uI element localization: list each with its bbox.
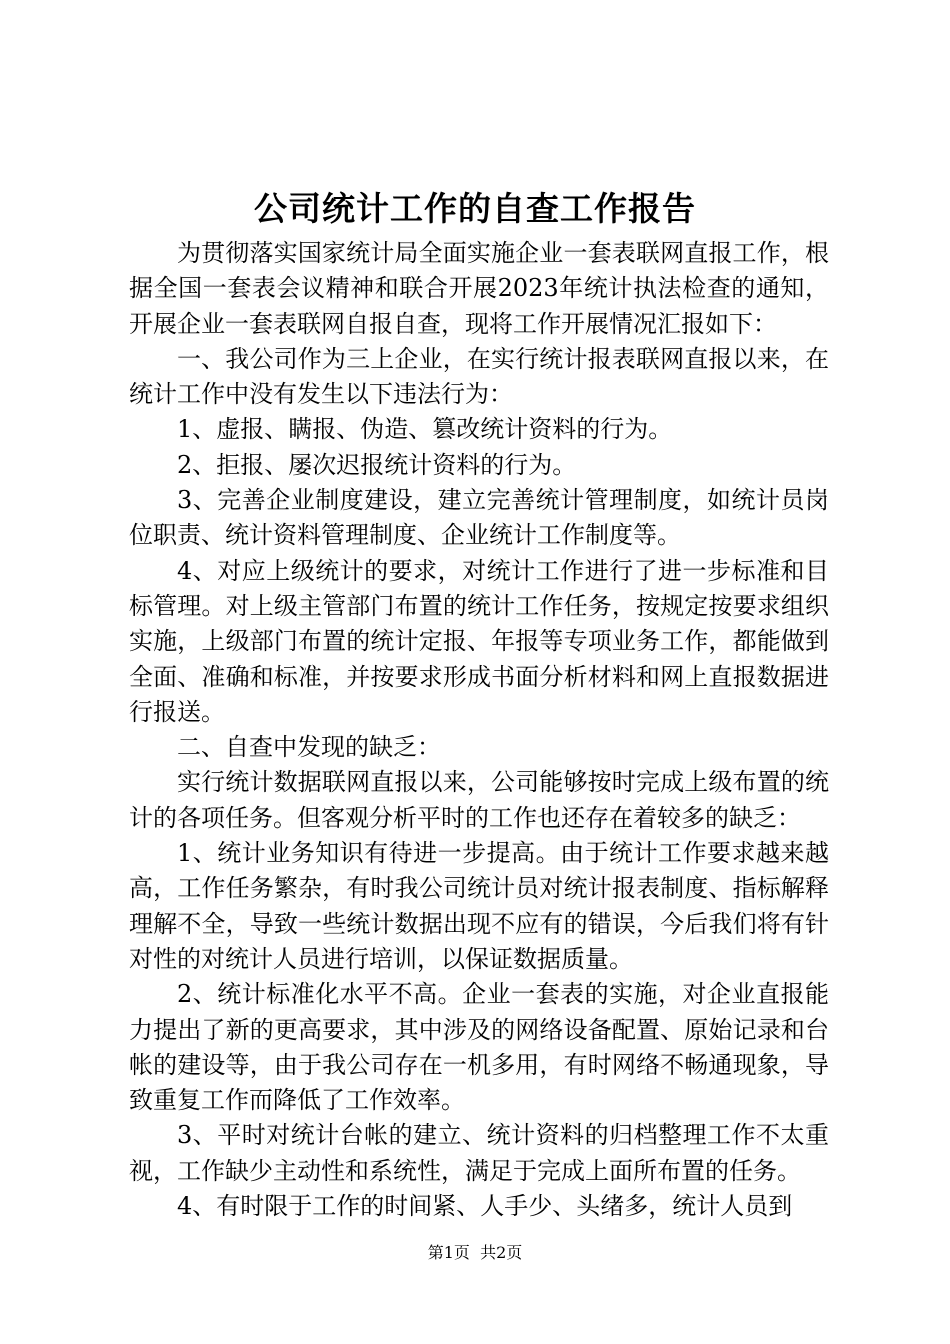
paragraph-section-two-intro: 实行统计数据联网直报以来，公司能够按时完成上级布置的统计的各项任务。但客观分析平时的工作也还存在着较多的缺乏： [129,768,829,832]
paragraph-item-2: 2、拒报、屡次迟报统计资料的行为。 [177,450,577,479]
paragraph-shortfall-2: 2、统计标准化水平不高。企业一套表的实施，对企业直报能力提出了新的更高要求，其中涉及的网络设备配置、原始记录和台帐的建设等，由于我公司存在一机多用，有时网络不畅通现象，导致重复工作而降低了工作效率。 [129,980,829,1115]
paragraph-item-4: 4、对应上级统计的要求，对统计工作进行了进一步标准和目标管理。对上级主管部门布置的统计工作任务，按规定按要求组织实施，上级部门布置的统计定报、年报等专项业务工作，都能做到全面、准确和标准，并按要求形成书面分析材料和网上直报数据进行报送。 [129,556,829,726]
page-footer [0,1241,950,1265]
paragraph-section-two: 二、自查中发现的缺乏： [177,733,441,762]
page-total: 共2页 [480,1243,523,1262]
paragraph-shortfall-3: 3、平时对统计台帐的建立、统计资料的归档整理工作不太重视，工作缺少主动性和系统性，满足于完成上面所布置的任务。 [129,1121,829,1185]
paragraph-item-3: 3、完善企业制度建设，建立完善统计管理制度，如统计员岗位职责、统计资料管理制度、企业统计工作制度等。 [129,486,829,550]
document-body [129,236,829,1224]
page-number: 第1页 [427,1243,470,1262]
paragraph-shortfall-1: 1、统计业务知识有待进一步提高。由于统计工作要求越来越高，工作任务繁杂，有时我公司统计员对统计报表制度、指标解释理解不全，导致一些统计数据出现不应有的错误，今后我们将有针对性的对统计人员进行培训，以保证数据质量。 [129,839,829,973]
paragraph-item-1: 1、虚报、瞒报、伪造、篡改统计资料的行为。 [177,415,673,444]
paragraph-shortfall-4: 4、有时限于工作的时间紧、人手少、头绪多，统计人员到 [177,1192,793,1221]
paragraph-intro: 为贯彻落实国家统计局全面实施企业一套表联网直报工作，根据全国一套表会议精神和联合开展2023年统计执法检查的通知，开展企业一套表联网自报自查，现将工作开展情况汇报如下： [129,239,829,338]
document-title: 公司统计工作的自查工作报告 [254,189,696,228]
paragraph-section-one: 一、我公司作为三上企业，在实行统计报表联网直报以来，在统计工作中没有发生以下违法行为： [129,344,829,409]
